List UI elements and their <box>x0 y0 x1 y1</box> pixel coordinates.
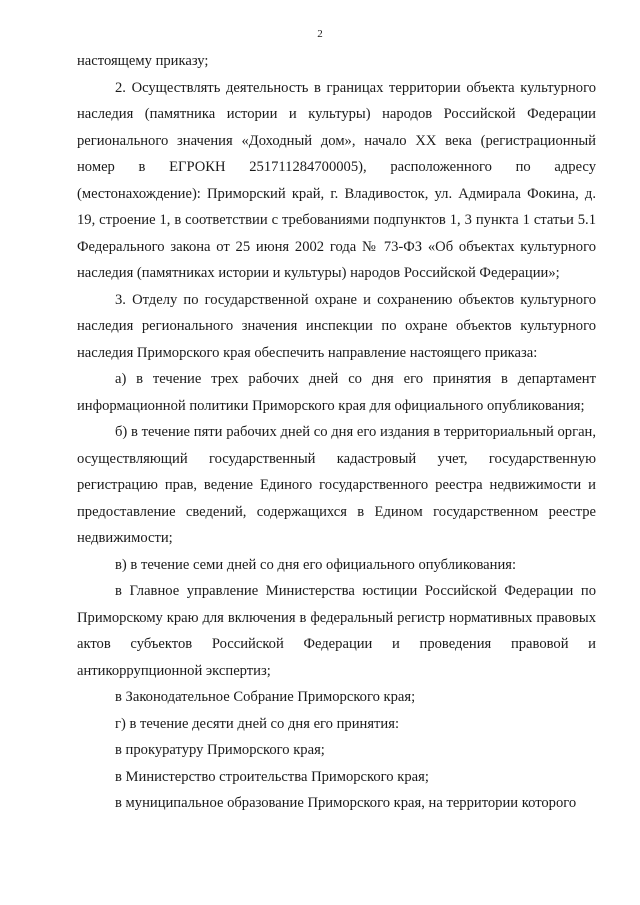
paragraph-item-3b: б) в течение пяти рабочих дней со дня его издания в территориальный орган, осуществляющий государственный кадастровый учет, государственную регистрацию прав, ведение Единого государственного реестра недвижимости и предоставление сведений, содержащихся в Едином государственном реестре недвижимости; <box>77 424 596 546</box>
paragraph-municipality: в муниципальное образование Приморского края, на территории которого <box>115 795 577 811</box>
paragraph-item-3g: г) в течение десяти дней со дня его принятия: <box>115 715 400 732</box>
paragraph-legislative-assembly: в Законодательное Собрание Приморского края; <box>115 689 416 705</box>
paragraph-continuation: настоящему приказу; <box>77 53 209 69</box>
document-body <box>77 48 596 817</box>
paragraph-prosecutor: в прокуратуру Приморского края; <box>115 742 325 758</box>
paragraph-ministry-justice: в Главное управление Министерства юстиции Российской Федерации по Приморскому краю для включения в федеральный регистр нормативных правовых актов субъектов Российской Федерации и проведения правовой и антикоррупционной экспертиз; <box>77 583 596 679</box>
paragraph-item-3v: в) в течение семи дней со дня его официального опубликования: <box>115 556 517 573</box>
paragraph-item-3a: а) в течение трех рабочих дней со дня его принятия в департамент информационной политики Приморского края для официального опубликования; <box>77 371 596 414</box>
paragraph-item-2: 2. Осуществлять деятельность в границах территории объекта культурного наследия (памятника истории и культуры) народов Российской Федерации регионального значения «Доходный дом», начало XX века (регистрационный номер в ЕГРОКН 251711284700005), расположенного по адресу (местонахождение): Приморский край, г. Владивосток, ул. Адмирала Фокина, д. 19, строение 1, в соответствии с требованиями подпунктов 1, 3 пункта 1 статьи 5.1 Федерального закона от 25 июня 2002 года № 73-ФЗ «Об объектах культурного наследия (памятниках истории и культуры) народов Российской Федерации»; <box>77 79 596 281</box>
page-number: 2 <box>317 28 323 40</box>
paragraph-ministry-construction: в Министерство строительства Приморского края; <box>115 768 429 785</box>
paragraph-item-3: 3. Отделу по государственной охране и сохранению объектов культурного наследия регионального значения инспекции по охране объектов культурного наследия Приморского края обеспечить направление настоящего приказа: <box>77 291 596 361</box>
